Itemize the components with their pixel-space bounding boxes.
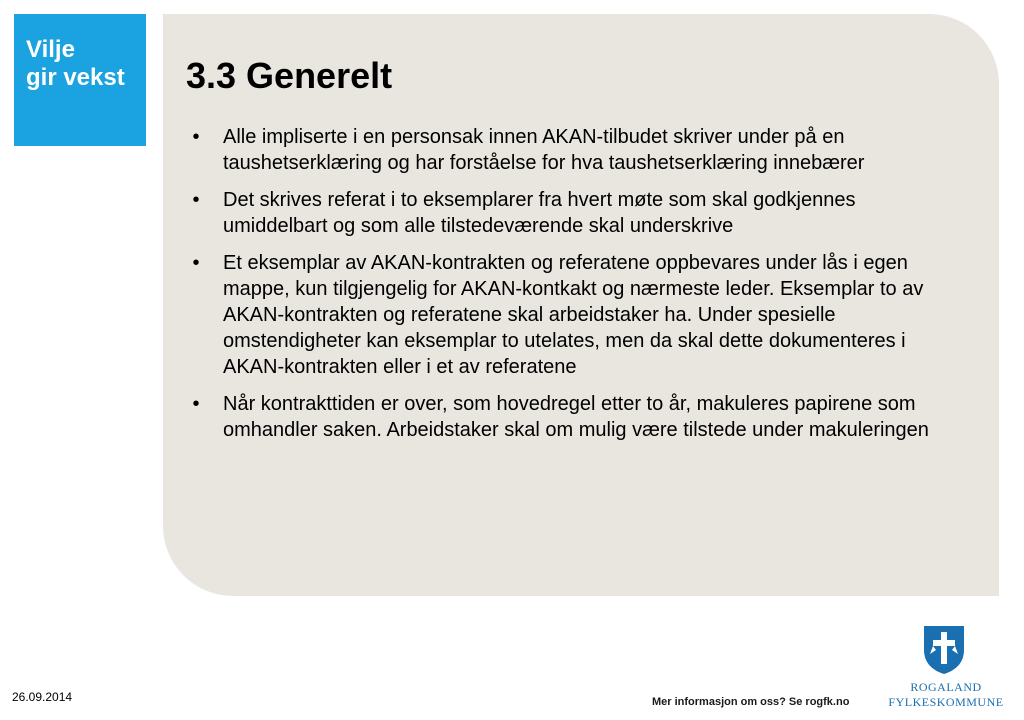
bullet-item	[186, 391, 956, 443]
bullet-list	[186, 124, 956, 454]
logo-line-1: Vilje	[26, 36, 75, 63]
bullet-item	[186, 124, 956, 176]
rogaland-fylkeskommune-wordmark	[884, 680, 1008, 710]
slide-date: 26.09.2014	[12, 690, 73, 704]
bullet-icon: •	[192, 252, 200, 274]
logo-line-2: gir vekst	[26, 64, 125, 91]
slide-title: 3.3 Generelt	[186, 55, 393, 96]
vilje-gir-vekst-logo	[14, 14, 146, 146]
footer-info-link[interactable]: Mer informasjon om oss? Se rogfk.no	[652, 696, 850, 708]
bullet-item	[186, 250, 956, 380]
bullet-text: Alle impliserte i en personsak innen AKAN-tilbudet skriver under på en taushetserklæring og har forståelse for hva taushetserklæring innebærer	[223, 126, 865, 174]
coat-of-arms-icon	[922, 624, 966, 676]
org-name-line-1: ROGALAND	[910, 680, 982, 694]
bullet-icon: •	[192, 126, 200, 148]
bullet-text: Når kontrakttiden er over, som hovedregel etter to år, makuleres papirene som omhandler saken. Arbeidstaker skal om mulig være tilstede under makuleringen	[223, 393, 929, 441]
bullet-item	[186, 187, 956, 239]
bullet-icon: •	[192, 189, 200, 211]
bullet-text: Det skrives referat i to eksemplarer fra hvert møte som skal godkjennes umiddelbart og som alle tilstedeværende skal underskrive	[223, 189, 856, 237]
bullet-icon: •	[192, 393, 200, 415]
org-name-line-2: FYLKESKOMMUNE	[888, 695, 1004, 709]
bullet-text: Et eksemplar av AKAN-kontrakten og referatene oppbevares under lås i egen mappe, kun tilgjengelig for AKAN-kontkakt og nærmeste leder. Eksemplar to av AKAN-kontrakten og referatene skal arbeidstaker ha. Under spesielle omstendigheter kan eksemplar to utelates, men da skal dette dokumenteres i AKAN-kontrakten eller i et av referatene	[223, 252, 924, 378]
